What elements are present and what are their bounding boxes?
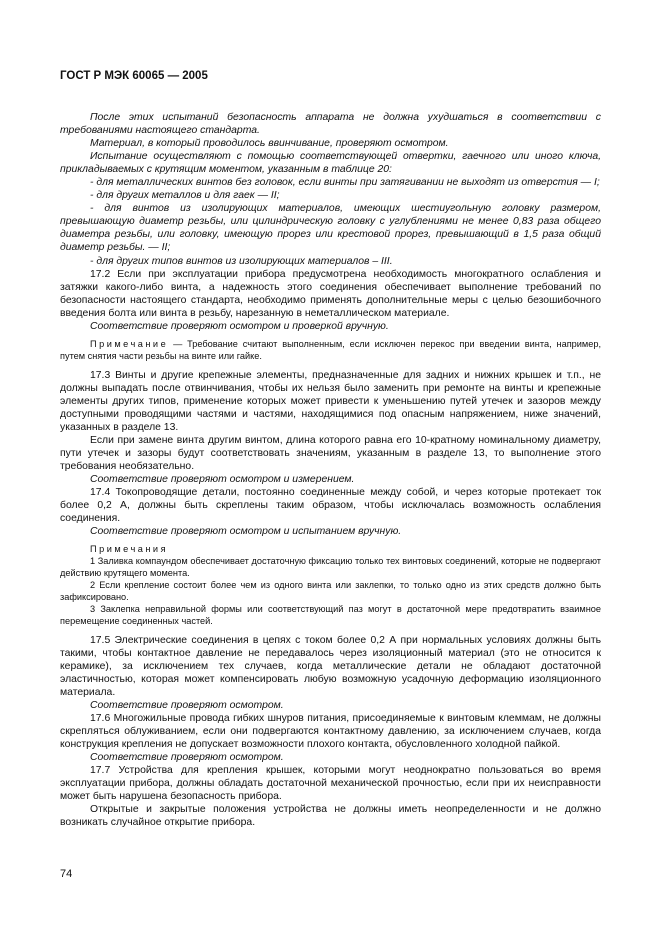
paragraph: Открытые и закрытые положения устройства не должны иметь неопределенности и не должно возникать случайное открытие прибора.	[60, 804, 601, 829]
note-item: 2 Если крепление состоит более чем из одного винта или заклепки, то только одно из этих средств должно быть зафиксировано.	[60, 579, 601, 602]
clause-17-3: 17.3 Винты и другие крепежные элементы, предназначенные для задних и нижних крышек и т.п., не должны выпадать после отвинчивания, чтобы их нельзя было заменить при ремонте на винты и крепежные элементы других типов, применение которых может привести к уменьшению путей утечек и зазоров между доступными проводящими частями и частями, находящимися под опасным напряжением, ниже значений, указанных в разделе 13.	[60, 369, 601, 433]
note-item: 1 Заливка компаундом обеспечивает достаточную фиксацию только тех винтовых соединений, которые не подвергают действию крутящего момента.	[60, 556, 601, 579]
note-text: — Требование считают выполненным, если исключен перекос при введении винта, например, путем снятия части резьбы на винте или гайке.	[60, 338, 601, 361]
clause-17-5: 17.5 Электрические соединения в цепях с током более 0,2 А при нормальных условиях должны быть такими, чтобы контактное давление не передавалось через изоляционный материал (это не относится к керамике), за исключением тех случаев, когда металлические детали не обладают достаточной эластичностью, которая может компенсировать любую возможную усадочную деформацию изоляционного материала.	[60, 634, 601, 698]
list-item: - для других металлов и для гаек — II;	[90, 190, 280, 202]
clause-17-7: 17.7 Устройства для крепления крышек, которыми могут неоднократно пользоваться во время эксплуатации прибора, должны обладать достаточной механической прочностью, если при их неисправности может быть нарушена безопасность прибора.	[60, 765, 601, 803]
list-item: - для других типов винтов из изолирующих материалов – III.	[90, 255, 393, 267]
note-label: Примечание	[90, 338, 169, 349]
list-item: - для винтов из изолирующих материалов, имеющих шестиугольную головку размером, превышающую диаметр резьбы, или цилиндрическую головку с углублениями не менее 0,83 раза общего диаметра резьбы, или головку, имеющую прорез или крестовой прорез, превышающий в 1,5 раза общий диаметр резьбы. — II;	[60, 203, 601, 254]
paragraph: Материал, в который проводилось ввинчивание, проверяют осмотром.	[90, 138, 449, 150]
clause-17-2: 17.2 Если при эксплуатации прибора предусмотрена необходимость многократного ослабления и затяжки какого-либо винта, а надежность этого соединения обеспечивает выполнение требований по безопасности настоящего стандарта, необходимо применять дополнительные меры с целью безошибочного введения болта или винта в резьбу, нарезанную в неметаллическом материале.	[60, 268, 601, 319]
paragraph: Если при замене винта другим винтом, длина которого равна его 10-кратному номинальному диаметру, пути утечек и зазоры будут соответствовать значениям, указанным в разделе 13, то выполнение этого требования необязательно.	[60, 434, 601, 472]
note	[60, 339, 601, 363]
paragraph: Испытание осуществляют с помощью соответствующей отвертки, гаечного или иного ключа, прикладываемых с крутящим моментом, указанным в таблице 20:	[60, 151, 601, 176]
page-body	[60, 111, 601, 829]
compliance-check: Соответствие проверяют осмотром.	[90, 699, 284, 711]
page-number: 74	[60, 868, 73, 880]
notes-label: Примечания	[90, 544, 169, 555]
document-header: ГОСТ Р МЭК 60065 — 2005	[60, 70, 208, 82]
note-item: 3 Заклепка неправильной формы или соответствующий паз могут в достаточной мере предотвратить взаимное перемещение соединенных частей.	[60, 603, 601, 626]
list-item: - для металлических винтов без головок, если винты при затягивании не выходят из отверстия — I;	[90, 177, 600, 189]
compliance-check: Соответствие проверяют осмотром.	[90, 751, 284, 763]
clause-17-6: 17.6 Многожильные провода гибких шнуров питания, присоединяемые к винтовым клеммам, не должны скрепляться облуживанием, если они подвергаются контактному давлению, за исключением случаев, когда конструкция крепления не допускает возможности плохого контакта, обусловленного холодной пайкой.	[60, 712, 601, 750]
compliance-check: Соответствие проверяют осмотром и измерением.	[90, 473, 355, 485]
clause-17-4: 17.4 Токопроводящие детали, постоянно соединенные между собой, и через которые протекает ток более 0,2 А, должны быть скреплены таким образом, чтобы исключалась возможность ослабления соединения.	[60, 487, 601, 525]
compliance-check: Соответствие проверяют осмотром и испытанием вручную.	[90, 526, 402, 538]
paragraph: После этих испытаний безопасность аппарата не должна ухудшаться в соответствии с требованиями настоящего стандарта.	[60, 112, 601, 137]
compliance-check: Соответствие проверяют осмотром и проверкой вручную.	[90, 320, 389, 332]
